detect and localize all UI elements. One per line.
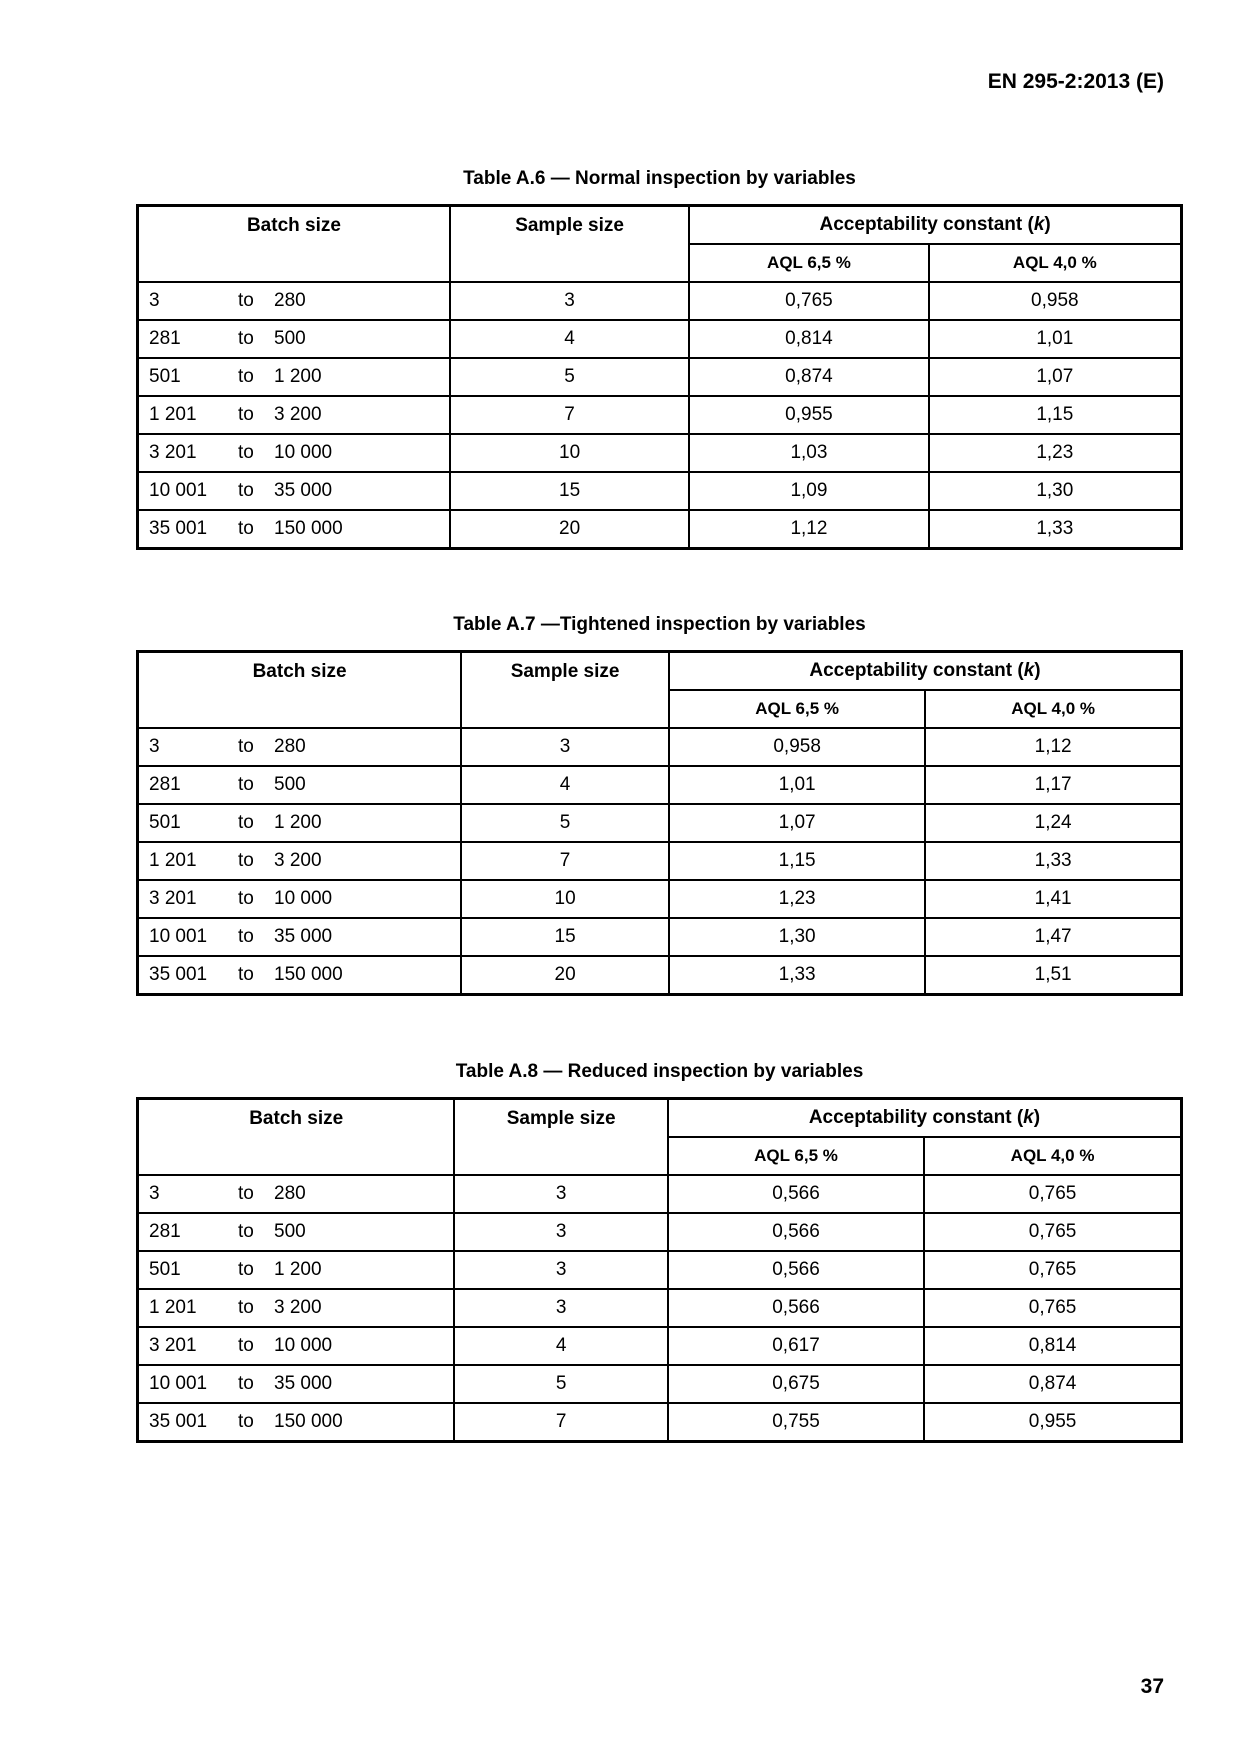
table-a8-block xyxy=(136,1059,1183,1443)
sample-size-cell: 7 xyxy=(450,396,689,434)
batch-size-cell xyxy=(138,804,462,842)
aql-4-0-cell: 1,47 xyxy=(925,918,1181,956)
batch-upto: 1 200 xyxy=(274,366,322,387)
table-row xyxy=(138,728,1182,766)
table-row xyxy=(138,956,1182,995)
batch-size-header: Batch size xyxy=(138,1099,455,1176)
sample-size-cell: 5 xyxy=(461,804,669,842)
batch-upto: 500 xyxy=(274,328,306,349)
batch-from: 3 201 xyxy=(149,442,197,463)
sample-size-cell: 3 xyxy=(461,728,669,766)
header-row xyxy=(138,652,1182,691)
constant-variable: k xyxy=(1033,214,1045,235)
aql-6-5-cell: 1,15 xyxy=(669,842,925,880)
aql-6-5-cell: 1,09 xyxy=(689,472,928,510)
batch-from: 35 001 xyxy=(149,964,208,985)
aql-6-5-cell: 0,675 xyxy=(668,1365,924,1403)
batch-upto: 3 200 xyxy=(274,850,322,871)
aql-4-0-cell: 0,765 xyxy=(924,1175,1181,1213)
batch-from: 501 xyxy=(149,1259,181,1280)
aql-4-0-header: AQL 4,0 % xyxy=(929,244,1182,282)
table-a7-block xyxy=(136,612,1183,996)
sample-size-cell: 20 xyxy=(461,956,669,995)
aql-6-5-cell: 1,03 xyxy=(689,434,928,472)
aql-6-5-cell: 0,566 xyxy=(668,1175,924,1213)
table-row xyxy=(138,1251,1182,1289)
aql-6-5-cell: 0,814 xyxy=(689,320,928,358)
sample-size-cell: 5 xyxy=(450,358,689,396)
batch-to-word: to xyxy=(238,290,254,311)
batch-to-word: to xyxy=(238,1411,254,1432)
constant-label: Acceptability constant ( xyxy=(809,660,1024,681)
batch-size-cell xyxy=(138,1251,455,1289)
batch-upto: 35 000 xyxy=(274,1373,333,1394)
sample-size-header: Sample size xyxy=(450,206,689,283)
aql-6-5-cell: 0,566 xyxy=(668,1213,924,1251)
batch-upto: 10 000 xyxy=(274,888,333,909)
batch-to-word: to xyxy=(238,812,254,833)
batch-size-cell xyxy=(138,728,462,766)
sample-size-cell: 3 xyxy=(454,1289,668,1327)
sample-size-header: Sample size xyxy=(454,1099,668,1176)
table-row xyxy=(138,1365,1182,1403)
aql-4-0-cell: 1,01 xyxy=(929,320,1182,358)
aql-4-0-cell: 1,30 xyxy=(929,472,1182,510)
batch-size-cell xyxy=(138,1289,455,1327)
aql-4-0-cell: 1,15 xyxy=(929,396,1182,434)
constant-label: Acceptability constant ( xyxy=(808,1107,1024,1128)
aql-6-5-cell: 0,765 xyxy=(689,282,928,320)
batch-to-word: to xyxy=(238,328,254,349)
acceptability-constant-header xyxy=(668,1099,1182,1138)
aql-6-5-cell: 1,07 xyxy=(669,804,925,842)
table-title: Table A.7 —Tightened inspection by variables xyxy=(453,614,866,635)
constant-label-end: ) xyxy=(1033,1107,1041,1128)
batch-upto: 1 200 xyxy=(274,812,322,833)
batch-upto: 150 000 xyxy=(274,518,343,539)
constant-label: Acceptability constant ( xyxy=(819,214,1034,235)
batch-size-cell xyxy=(138,766,462,804)
table-row xyxy=(138,842,1182,880)
aql-4-0-cell: 0,955 xyxy=(924,1403,1181,1442)
batch-size-cell xyxy=(138,358,450,396)
batch-from: 1 201 xyxy=(149,404,197,425)
aql-6-5-cell: 0,566 xyxy=(668,1251,924,1289)
batch-upto: 280 xyxy=(274,290,306,311)
batch-upto: 35 000 xyxy=(274,926,333,947)
batch-size-cell xyxy=(138,434,450,472)
batch-size-header: Batch size xyxy=(138,652,462,729)
aql-4-0-header: AQL 4,0 % xyxy=(924,1137,1181,1175)
batch-size-cell xyxy=(138,510,450,549)
batch-to-word: to xyxy=(238,774,254,795)
aql-6-5-cell: 1,33 xyxy=(669,956,925,995)
inspection-table xyxy=(136,650,1183,996)
table-row xyxy=(138,1403,1182,1442)
batch-upto: 150 000 xyxy=(274,964,343,985)
sample-size-cell: 3 xyxy=(454,1175,668,1213)
sample-size-cell: 10 xyxy=(450,434,689,472)
batch-from: 281 xyxy=(149,1221,181,1242)
batch-upto: 10 000 xyxy=(274,442,333,463)
batch-size-cell xyxy=(138,880,462,918)
batch-from: 10 001 xyxy=(149,480,208,501)
inspection-table xyxy=(136,1097,1183,1443)
batch-to-word: to xyxy=(238,1335,254,1356)
constant-label-end: ) xyxy=(1034,660,1041,681)
batch-to-word: to xyxy=(238,1297,254,1318)
table-row xyxy=(138,1327,1182,1365)
aql-4-0-cell: 0,958 xyxy=(929,282,1182,320)
page-number: 37 xyxy=(1140,1675,1164,1698)
batch-size-cell xyxy=(138,282,450,320)
aql-6-5-header: AQL 6,5 % xyxy=(668,1137,924,1175)
header-row xyxy=(138,1099,1182,1138)
aql-6-5-cell: 1,30 xyxy=(669,918,925,956)
aql-6-5-header: AQL 6,5 % xyxy=(669,690,925,728)
aql-4-0-cell: 0,765 xyxy=(924,1213,1181,1251)
batch-to-word: to xyxy=(238,736,254,757)
batch-to-word: to xyxy=(238,1373,254,1394)
constant-label-end: ) xyxy=(1044,214,1051,235)
aql-4-0-cell: 1,33 xyxy=(925,842,1181,880)
inspection-table xyxy=(136,204,1183,550)
table-title: Table A.6 — Normal inspection by variables xyxy=(463,168,856,189)
aql-4-0-cell: 0,814 xyxy=(924,1327,1181,1365)
batch-size-cell xyxy=(138,918,462,956)
batch-size-cell xyxy=(138,1213,455,1251)
aql-6-5-cell: 1,12 xyxy=(689,510,928,549)
header-row xyxy=(138,206,1182,245)
batch-from: 501 xyxy=(149,366,181,387)
batch-size-cell xyxy=(138,1403,455,1442)
batch-size-cell xyxy=(138,1327,455,1365)
batch-from: 10 001 xyxy=(149,1373,208,1394)
sample-size-cell: 10 xyxy=(461,880,669,918)
aql-4-0-cell: 1,17 xyxy=(925,766,1181,804)
batch-size-cell xyxy=(138,320,450,358)
aql-4-0-cell: 0,765 xyxy=(924,1251,1181,1289)
batch-size-cell xyxy=(138,472,450,510)
sample-size-cell: 4 xyxy=(461,766,669,804)
aql-4-0-cell: 0,874 xyxy=(924,1365,1181,1403)
sample-size-cell: 15 xyxy=(461,918,669,956)
batch-upto: 3 200 xyxy=(274,1297,322,1318)
batch-upto: 1 200 xyxy=(274,1259,322,1280)
aql-6-5-cell: 0,755 xyxy=(668,1403,924,1442)
aql-4-0-cell: 1,51 xyxy=(925,956,1181,995)
batch-from: 35 001 xyxy=(149,518,208,539)
sample-size-cell: 3 xyxy=(450,282,689,320)
table-row xyxy=(138,472,1182,510)
sample-size-cell: 7 xyxy=(454,1403,668,1442)
aql-6-5-cell: 0,617 xyxy=(668,1327,924,1365)
batch-to-word: to xyxy=(238,1259,254,1280)
batch-from: 1 201 xyxy=(149,1297,197,1318)
aql-4-0-cell: 1,24 xyxy=(925,804,1181,842)
batch-from: 3 xyxy=(149,1183,160,1204)
table-title: Table A.8 — Reduced inspection by variables xyxy=(455,1061,864,1082)
batch-from: 3 xyxy=(149,736,160,757)
sample-size-cell: 3 xyxy=(454,1251,668,1289)
batch-from: 10 001 xyxy=(149,926,208,947)
table-row xyxy=(138,1213,1182,1251)
batch-to-word: to xyxy=(238,442,254,463)
batch-from: 281 xyxy=(149,774,181,795)
batch-to-word: to xyxy=(238,888,254,909)
aql-4-0-cell: 1,23 xyxy=(929,434,1182,472)
aql-4-0-cell: 1,12 xyxy=(925,728,1181,766)
batch-upto: 3 200 xyxy=(274,404,322,425)
batch-from: 35 001 xyxy=(149,1411,208,1432)
sample-size-cell: 5 xyxy=(454,1365,668,1403)
batch-to-word: to xyxy=(238,404,254,425)
batch-from: 3 201 xyxy=(149,1335,197,1356)
aql-6-5-header: AQL 6,5 % xyxy=(689,244,928,282)
table-row xyxy=(138,918,1182,956)
batch-from: 3 201 xyxy=(149,888,197,909)
aql-6-5-cell: 0,874 xyxy=(689,358,928,396)
sample-size-header: Sample size xyxy=(461,652,669,729)
sample-size-cell: 3 xyxy=(454,1213,668,1251)
table-row xyxy=(138,320,1182,358)
constant-variable: k xyxy=(1023,1107,1034,1128)
constant-variable: k xyxy=(1023,660,1035,681)
batch-to-word: to xyxy=(238,1183,254,1204)
batch-to-word: to xyxy=(238,518,254,539)
batch-from: 501 xyxy=(149,812,181,833)
document-id: EN 295-2:2013 (E) xyxy=(987,70,1164,93)
table-a6-block xyxy=(136,166,1183,550)
table-row xyxy=(138,1175,1182,1213)
acceptability-constant-header xyxy=(669,652,1181,691)
batch-to-word: to xyxy=(238,1221,254,1242)
batch-upto: 500 xyxy=(274,1221,306,1242)
table-row xyxy=(138,510,1182,549)
aql-4-0-cell: 1,07 xyxy=(929,358,1182,396)
sample-size-cell: 7 xyxy=(461,842,669,880)
batch-size-cell xyxy=(138,956,462,995)
sample-size-cell: 20 xyxy=(450,510,689,549)
batch-to-word: to xyxy=(238,964,254,985)
batch-upto: 280 xyxy=(274,1183,306,1204)
aql-6-5-cell: 1,01 xyxy=(669,766,925,804)
batch-size-cell xyxy=(138,1365,455,1403)
batch-to-word: to xyxy=(238,926,254,947)
table-row xyxy=(138,880,1182,918)
table-row xyxy=(138,766,1182,804)
batch-size-header: Batch size xyxy=(138,206,450,283)
sample-size-cell: 4 xyxy=(450,320,689,358)
table-row xyxy=(138,358,1182,396)
table-row xyxy=(138,1289,1182,1327)
table-row xyxy=(138,434,1182,472)
batch-upto: 280 xyxy=(274,736,306,757)
batch-size-cell xyxy=(138,396,450,434)
aql-4-0-cell: 0,765 xyxy=(924,1289,1181,1327)
aql-6-5-cell: 1,23 xyxy=(669,880,925,918)
aql-4-0-cell: 1,33 xyxy=(929,510,1182,549)
batch-to-word: to xyxy=(238,850,254,871)
batch-size-cell xyxy=(138,1175,455,1213)
table-row xyxy=(138,804,1182,842)
batch-size-cell xyxy=(138,842,462,880)
batch-from: 3 xyxy=(149,290,160,311)
sample-size-cell: 4 xyxy=(454,1327,668,1365)
table-row xyxy=(138,396,1182,434)
batch-upto: 35 000 xyxy=(274,480,333,501)
batch-to-word: to xyxy=(238,480,254,501)
acceptability-constant-header xyxy=(689,206,1181,245)
sample-size-cell: 15 xyxy=(450,472,689,510)
batch-upto: 10 000 xyxy=(274,1335,333,1356)
aql-6-5-cell: 0,958 xyxy=(669,728,925,766)
batch-from: 1 201 xyxy=(149,850,197,871)
batch-to-word: to xyxy=(238,366,254,387)
aql-4-0-cell: 1,41 xyxy=(925,880,1181,918)
aql-6-5-cell: 0,955 xyxy=(689,396,928,434)
batch-upto: 500 xyxy=(274,774,306,795)
aql-4-0-header: AQL 4,0 % xyxy=(925,690,1181,728)
batch-upto: 150 000 xyxy=(274,1411,343,1432)
aql-6-5-cell: 0,566 xyxy=(668,1289,924,1327)
batch-from: 281 xyxy=(149,328,181,349)
table-row xyxy=(138,282,1182,320)
